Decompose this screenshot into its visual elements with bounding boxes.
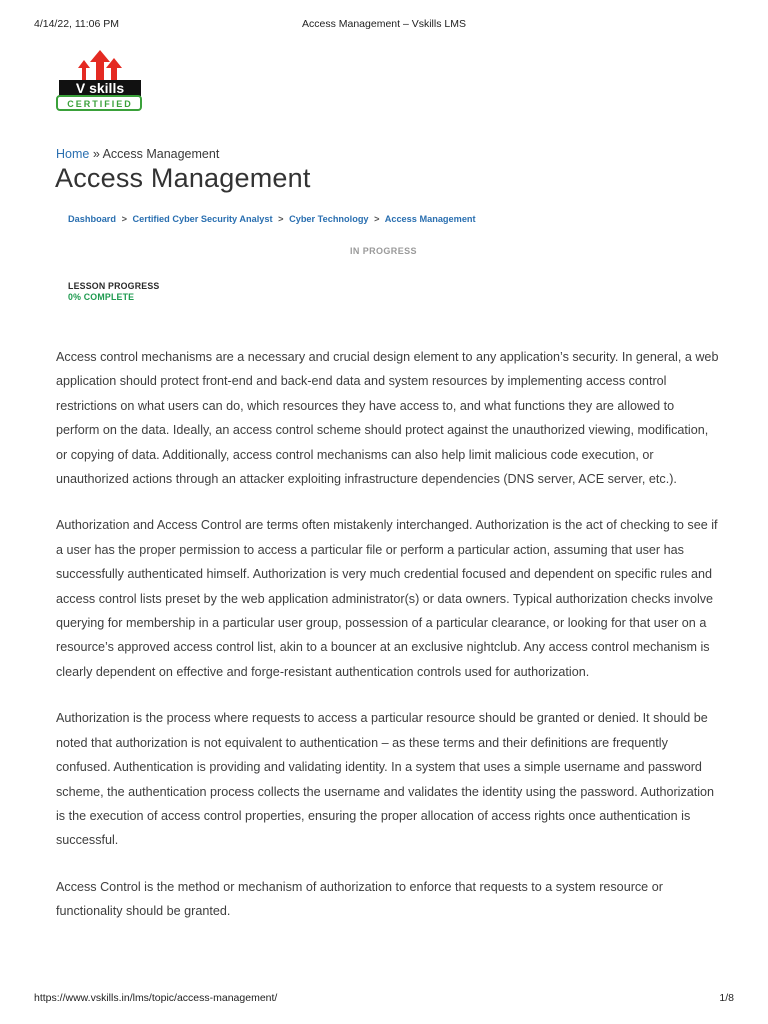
lesson-progress-label: LESSON PROGRESS bbox=[68, 281, 160, 291]
course-crumb-separator: > bbox=[121, 214, 127, 224]
course-crumb-dashboard[interactable]: Dashboard bbox=[68, 214, 116, 224]
print-header bbox=[34, 18, 734, 32]
course-crumb-module[interactable]: Cyber Technology bbox=[289, 214, 369, 224]
course-crumb-separator: > bbox=[278, 214, 284, 224]
breadcrumb-separator: » bbox=[92, 147, 100, 161]
print-url: https://www.vskills.in/lms/topic/access-management/ bbox=[34, 992, 278, 1004]
vskills-logo-graphic bbox=[56, 50, 142, 112]
print-footer bbox=[34, 992, 734, 1006]
breadcrumb-current: Access Management bbox=[102, 147, 220, 161]
page-title: Access Management bbox=[55, 163, 311, 193]
breadcrumb bbox=[56, 147, 219, 161]
course-crumb-separator: > bbox=[374, 214, 380, 224]
print-page-number: 1/8 bbox=[719, 992, 734, 1004]
lesson-content bbox=[56, 345, 720, 946]
breadcrumb-home-link[interactable]: Home bbox=[56, 147, 90, 161]
logo-brand: V skills bbox=[75, 80, 125, 96]
lesson-progress-value: 0% COMPLETE bbox=[68, 292, 135, 302]
lesson-progress bbox=[68, 281, 159, 303]
content-paragraph: Access Control is the method or mechanism of authorization to enforce that requests to a system resource or functionality should be granted. bbox=[56, 879, 663, 919]
status-badge: IN PROGRESS bbox=[350, 246, 417, 256]
print-datetime: 4/14/22, 11:06 PM bbox=[34, 18, 120, 30]
course-breadcrumb bbox=[68, 214, 476, 224]
content-paragraph: Authorization is the process where requests to access a particular resource should be granted or denied. It should be noted that authorization is not equivalent to authentication – as these terms and their definitions are frequently confused. Authentication is providing and validating identity. In a system that uses a simple username and password scheme, the authentication process collects the username and validates the identity using the password. Authorization is the execution of access control properties, ensuring the proper allocation of access rights once authentication is successful. bbox=[56, 711, 715, 848]
content-paragraph: Access control mechanisms are a necessary and crucial design element to any application’s security. In general, a web application should protect front-end and back-end data and system resources by implementing access control restrictions on what users can do, which resources they have access to, and what functions they are allowed to perform on the data. Ideally, an access control scheme should protect against the unauthorized viewing, modification, or copying of data. Additionally, access control mechanisms can also help limit malicious code execution, or unauthorized actions through an attacker exploiting infrastructure dependencies (DNS server, ACE server, etc.). bbox=[56, 350, 719, 487]
content-paragraph: Authorization and Access Control are terms often mistakenly interchanged. Authorization is the act of checking to see if a user has the proper permission to access a particular file or perform a particular action, assuming that user has successfully authenticated himself. Authorization is very much credential focused and dependent on specific rules and access control lists preset by the web application administrator(s) or data owners. Typical authorization checks involve querying for membership in a particular user group, possession of a particular clearance, or looking for that user on a resource’s approved access control list, akin to a bouncer at an exclusive nightclub. Any access control mechanism is clearly dependent on effective and forge-resistant authentication controls used for authorization. bbox=[56, 518, 718, 679]
course-crumb-course[interactable]: Certified Cyber Security Analyst bbox=[132, 214, 273, 224]
vskills-logo[interactable] bbox=[56, 50, 142, 112]
course-crumb-topic[interactable]: Access Management bbox=[384, 214, 476, 224]
logo-tagline: CERTIFIED bbox=[67, 99, 133, 109]
print-page-title: Access Management – Vskills LMS bbox=[302, 18, 466, 30]
